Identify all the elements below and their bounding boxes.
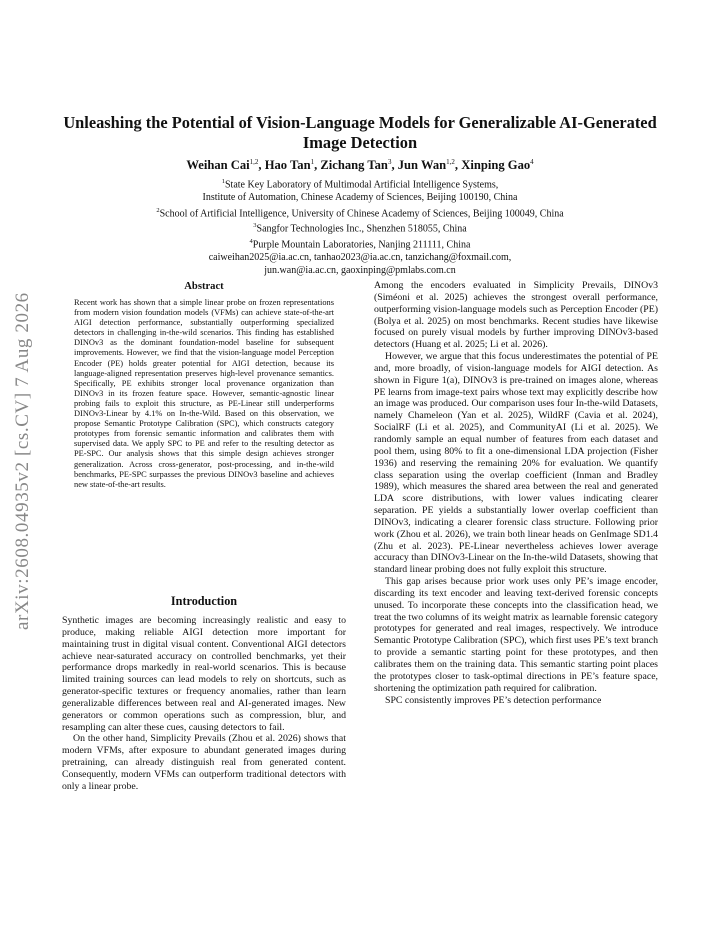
affiliation-text: State Key Laboratory of Multimodal Artificial Intelligence Systems, [224, 179, 499, 191]
affiliation-text: Sangfor Technologies Inc., Shenzhen 518055, China [256, 223, 467, 235]
affiliation-mark: 3 [253, 222, 257, 230]
affiliation-mark: 1 [221, 178, 225, 185]
affiliation-mark: 4 [249, 238, 253, 246]
author-affiliation-mark: 4 [530, 158, 534, 166]
abstract-body: Recent work has shown that a simple linear probe on frozen representations from modern vision foundation models (VFMs) can achieve state-of-the-art AIGI detection performance, substantially outperforming specialized detectors in challenging in-the-wild scenarios. This finding has established DINOv3 as the dominant foundation-model baseline for subsequent improvements. However, we find that the vision-language model Perception Encoder (PE) holds greater potential for AIGI detection, because its language-aligned representation preserves high-level provenance semantics. Specifically, PE exhibits stronger local provenance organization than DINOv3 in its frozen feature space. However, semantic-agnostic linear probing fails to exploit this structure, as PE-Linear still underperforms DINOv3-Linear by 4.1% on In-the-Wild. Based on this observation, we propose Semantic Prototype Calibration (SPC), which constructs category prototypes from forensic semantic information and calibrates them with supervised data. We apply SPC to PE and refer to the resulting detector as PE-SPC. Our analysis shows that this simple design achieves stronger generalization. Across cross-generator, post-processing, and in-the-wild benchmarks, PE-SPC surpasses the previous DINOv3 baseline and achieves new state-of-the-art results. [74, 298, 334, 489]
author-affiliation-mark: 1,2 [446, 158, 455, 166]
introduction-body [62, 615, 346, 793]
body-paragraph: However, we argue that this focus underestimates the potential of PE and, more broadly, of vision-language models for AIGI detection. As shown in Figure 1(a), DINOv3 is pre-trained on images alone, whereas PE learns from image-text pairs whose text may explicitly describe how an image was produced. Our comparison uses four In-the-wild Datasets, namely Chameleon (Yan et al. 2025), WildRF (Cavia et al. 2024), SocialRF (Li et al. 2025), and CommunityAI (Li et al. 2025). We randomly sample an equal number of features from each dataset and pool them, using 80% to fit a one-dimensional LDA projection (Fisher 1936) and reserving the remaining 20% for evaluation. We quantify class separation using the overlap coefficient (Inman and Bradley 1989), which measures the shared area between the real and generated LDA score distributions, with lower values indicating clearer separation. PE yields a substantially lower overlap coefficient than DINOv3, indicating a clearer forensic class structure. Following prior work (Zhou et al. 2026), we train both linear heads on GenImage SD1.4 (Zhu et al. 2023). PE-Linear nevertheless achieves lower average accuracy than DINOv3-Linear on the In-the-wild Datasets, showing that standard linear probing does not fully exploit this structure. [374, 351, 658, 576]
author-separator: , [314, 158, 321, 173]
author-separator: , [258, 158, 265, 173]
affiliation-line [60, 220, 660, 236]
affiliation-line [60, 192, 660, 205]
introduction-heading: Introduction [170, 594, 238, 608]
author-affiliation-mark: 3 [387, 158, 392, 166]
affiliation-mark: 2 [156, 206, 160, 214]
abstract-heading: Abstract [184, 281, 224, 292]
author-separator: , [391, 158, 398, 173]
affiliation-line [60, 252, 660, 265]
affiliation-text: jun.wan@ia.ac.cn, gaoxinping@pmlabs.com.cn [264, 264, 456, 276]
affiliations [60, 176, 660, 277]
author-affiliation-mark: 1,2 [249, 158, 259, 166]
affiliation-line [60, 236, 660, 252]
author-affiliation-mark: 1 [310, 158, 315, 166]
affiliation-text: Institute of Automation, Chinese Academy of Sciences, Beijing 100190, China [202, 191, 518, 203]
right-column-body [374, 280, 658, 706]
body-paragraph: SPC consistently improves PE’s detection performance [385, 694, 602, 706]
body-paragraph: This gap arises because prior work uses only PE’s image encoder, discarding its text encoder and leaving text-derived forensic concepts unused. To incorporate these concepts into the classification head, we treat the two columns of its weight matrix as learnable forensic category prototypes for generated and real images, respectively. We introduce Semantic Prototype Calibration (SPC), which first uses PE’s text branch to provide a semantic starting point for these prototypes, and then calibrates them on the training data. This semantic starting point places the prototypes closer to task-optimal directions in PE’s feature space, shortening the optimization path required for calibration. [374, 576, 658, 694]
arxiv-identifier: arXiv:2608.04935v2 [cs.CV] 7 Aug 2026 [12, 292, 33, 630]
affiliation-text: Purple Mountain Laboratories, Nanjing 211111, China [252, 239, 471, 251]
author-separator: , [454, 158, 462, 173]
paper-title: Unleashing the Potential of Vision-Language Models for Generalizable AI-Generated Image Detection [63, 113, 657, 152]
affiliation-line [60, 265, 660, 278]
author-name: Xinping Gao [461, 158, 531, 173]
author-name: Zichang Tan [320, 158, 388, 173]
author-name: Jun Wan [397, 158, 447, 173]
author-name: Hao Tan [264, 158, 311, 173]
body-paragraph: Among the encoders evaluated in Simplicity Prevails, DINOv3 (Siméoni et al. 2025) achieves the strongest overall performance, outperforming vision-language models such as Perception Encoder (PE) (Bolya et al. 2025) on most benchmarks. Recent studies have likewise focused on purely visual models by further improving DINOv3-based detectors (Huang et al. 2025; Li et al. 2026). [374, 280, 658, 351]
affiliation-text: caiweihan2025@ia.ac.cn, tanhao2023@ia.ac.cn, tanzichang@foxmail.com, [208, 252, 512, 264]
intro-paragraph: Synthetic images are becoming increasingly realistic and easy to produce, making reliable AIGI detection more important for maintaining trust in digital visual content. Conventional AIGI detectors achieve near-saturated accuracy on controlled benchmarks, yet their performance drops markedly in real-world scenarios. This is because limited training sources can lead models to rely on shortcuts, such as generator-specific textures or frequency anomalies, rather than learn generalizable differences between real and AI-generated images. New generators or common operations such as compression, blur, and resampling can alter these cues, causing detectors to fail. [62, 615, 346, 733]
affiliation-line [60, 205, 660, 221]
author-list [60, 158, 660, 173]
affiliation-text: School of Artificial Intelligence, University of Chinese Academy of Sciences, Beijing 100049, China [159, 207, 564, 219]
author-name: Weihan Cai [186, 158, 250, 173]
intro-paragraph: On the other hand, Simplicity Prevails (Zhou et al. 2026) shows that modern VFMs, after exposure to abundant generated images during pretraining, can already distinguish real from generated content. Consequently, modern VFMs can outperform traditional detectors with only a linear probe. [62, 733, 346, 792]
affiliation-line [60, 176, 660, 192]
